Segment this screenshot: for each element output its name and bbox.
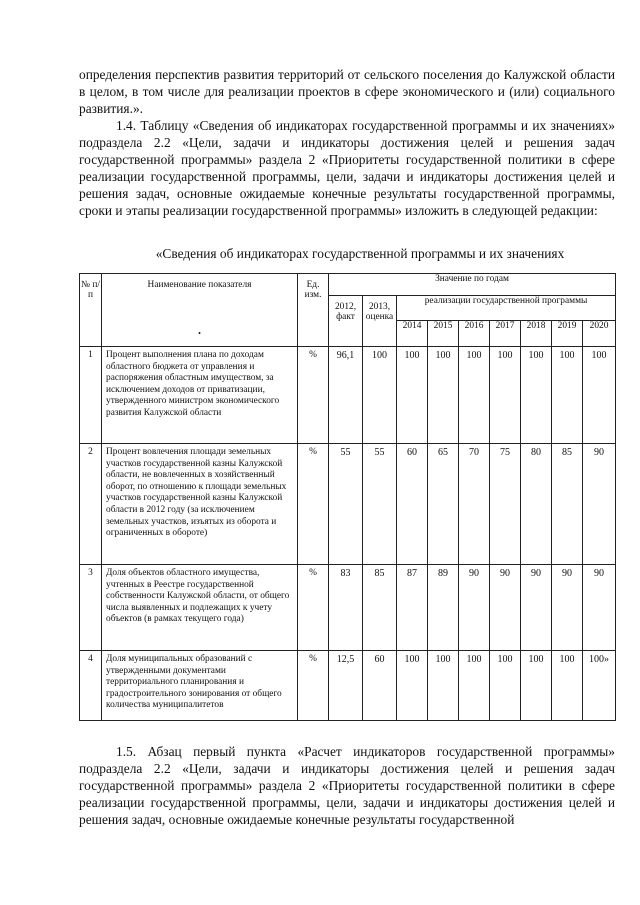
row-num: 3 <box>80 565 102 651</box>
table-row <box>80 651 616 721</box>
row-value: 65 <box>428 444 459 565</box>
header-year: 2019 <box>552 321 583 347</box>
row-value: 100 <box>363 347 397 444</box>
header-year: 2016 <box>459 321 490 347</box>
row-value: 70 <box>459 444 490 565</box>
row-value: 100 <box>583 347 616 444</box>
header-unit: Ед. изм. <box>298 274 329 347</box>
row-value: 90 <box>521 565 552 651</box>
table-caption: «Сведения об индикаторах государственной программы и их значениях <box>155 246 565 261</box>
header-year: 2020 <box>583 321 616 347</box>
row-value: 100 <box>521 347 552 444</box>
table-row <box>80 565 616 651</box>
row-name: Процент выполнения плана по доходам областного бюджета от управления и распоряжения областным имуществом, за исключением доходов от приватизации, утвержденного министром экономического развития Калужской области <box>102 347 298 444</box>
header-year: 2015 <box>428 321 459 347</box>
row-value: 100 <box>459 347 490 444</box>
row-value: 85 <box>363 565 397 651</box>
row-value: 100» <box>583 651 616 721</box>
row-value: 100 <box>490 347 521 444</box>
row-num: 4 <box>80 651 102 721</box>
row-value: 12,5 <box>329 651 363 721</box>
header-name <box>102 274 298 347</box>
paragraph-intro: определения перспектив развития территорий от сельского поселения до Калужской области в целом, в том числе для реализации проектов в сфере экономического и (или) социального развития.». <box>79 67 615 116</box>
header-2012: 2012, факт <box>329 296 363 347</box>
row-num: 1 <box>80 347 102 444</box>
table-row <box>80 347 616 444</box>
row-value: 100 <box>552 347 583 444</box>
row-value: 100 <box>428 651 459 721</box>
row-value: 100 <box>397 651 428 721</box>
header-2013: 2013, оценка <box>363 296 397 347</box>
header-num: № п/п <box>80 274 102 347</box>
row-value: 100 <box>490 651 521 721</box>
row-unit: % <box>298 444 329 565</box>
row-value: 55 <box>329 444 363 565</box>
row-value: 60 <box>397 444 428 565</box>
header-values: Значение по годам <box>329 274 616 296</box>
row-unit: % <box>298 565 329 651</box>
row-value: 75 <box>490 444 521 565</box>
table-row <box>80 444 616 565</box>
row-value: 90 <box>552 565 583 651</box>
row-unit: % <box>298 651 329 721</box>
row-value: 90 <box>490 565 521 651</box>
row-value: 100 <box>459 651 490 721</box>
header-name-label: Наименование показателя <box>147 280 252 290</box>
header-mark: • <box>198 329 201 338</box>
row-value: 55 <box>363 444 397 565</box>
header-year: 2014 <box>397 321 428 347</box>
row-name: Доля муниципальных образований с утвержденными документами территориального планирования и градостроительного зонирования от общего количества муниципалитетов <box>102 651 298 721</box>
row-value: 85 <box>552 444 583 565</box>
row-value: 100 <box>428 347 459 444</box>
row-value: 100 <box>521 651 552 721</box>
row-num: 2 <box>80 444 102 565</box>
row-value: 83 <box>329 565 363 651</box>
row-value: 90 <box>459 565 490 651</box>
row-value: 90 <box>583 444 616 565</box>
row-value: 96,1 <box>329 347 363 444</box>
header-implementation: реализации государственной программы <box>397 296 616 321</box>
row-value: 60 <box>363 651 397 721</box>
row-value: 89 <box>428 565 459 651</box>
row-value: 87 <box>397 565 428 651</box>
indicators-table <box>79 273 616 721</box>
row-value: 90 <box>583 565 616 651</box>
header-year: 2017 <box>490 321 521 347</box>
paragraph-1-5: 1.5. Абзац первый пункта «Расчет индикаторов государственной программы» подраздела 2.2 «Цели, задачи и индикаторы достижения целей и решения задач государственной программы» раздела 2 «Приоритеты государственной политики в сфере реализации государственной программы, цели, задачи и индикаторы достижения целей и решения задач, основные ожидаемые конечные результаты государственной <box>79 744 615 827</box>
row-name: Доля объектов областного имущества, учтенных в Реестре государственной собственности Калужской области, от общего числа выявленных и подлежащих к учету объектов (в рамках текущего года) <box>102 565 298 651</box>
header-year: 2018 <box>521 321 552 347</box>
paragraph-1-4: 1.4. Таблицу «Сведения об индикаторах государственной программы и их значениях» подраздела 2.2 «Цели, задачи и индикаторы достижения целей и решения задач государственной программы» раздела 2 «Приоритеты государственной политики в сфере реализации государственной программы, цели, задачи и индикаторы достижения целей и решения задач, основные ожидаемые конечные результаты государственной программы, сроки и этапы реализации государственной программы» изложить в следующей редакции: <box>79 118 615 218</box>
row-value: 80 <box>521 444 552 565</box>
row-unit: % <box>298 347 329 444</box>
row-name: Процент вовлечения площади земельных участков государственной казны Калужской области, не вовлеченных в хозяйственный оборот, по отношению к площади земельных участков государственной казны Калужской области в 2012 году (за исключением земельных участков, изъятых из оборота и ограниченных в обороте) <box>102 444 298 565</box>
row-value: 100 <box>397 347 428 444</box>
row-value: 100 <box>552 651 583 721</box>
table-header-row-1 <box>80 274 616 296</box>
